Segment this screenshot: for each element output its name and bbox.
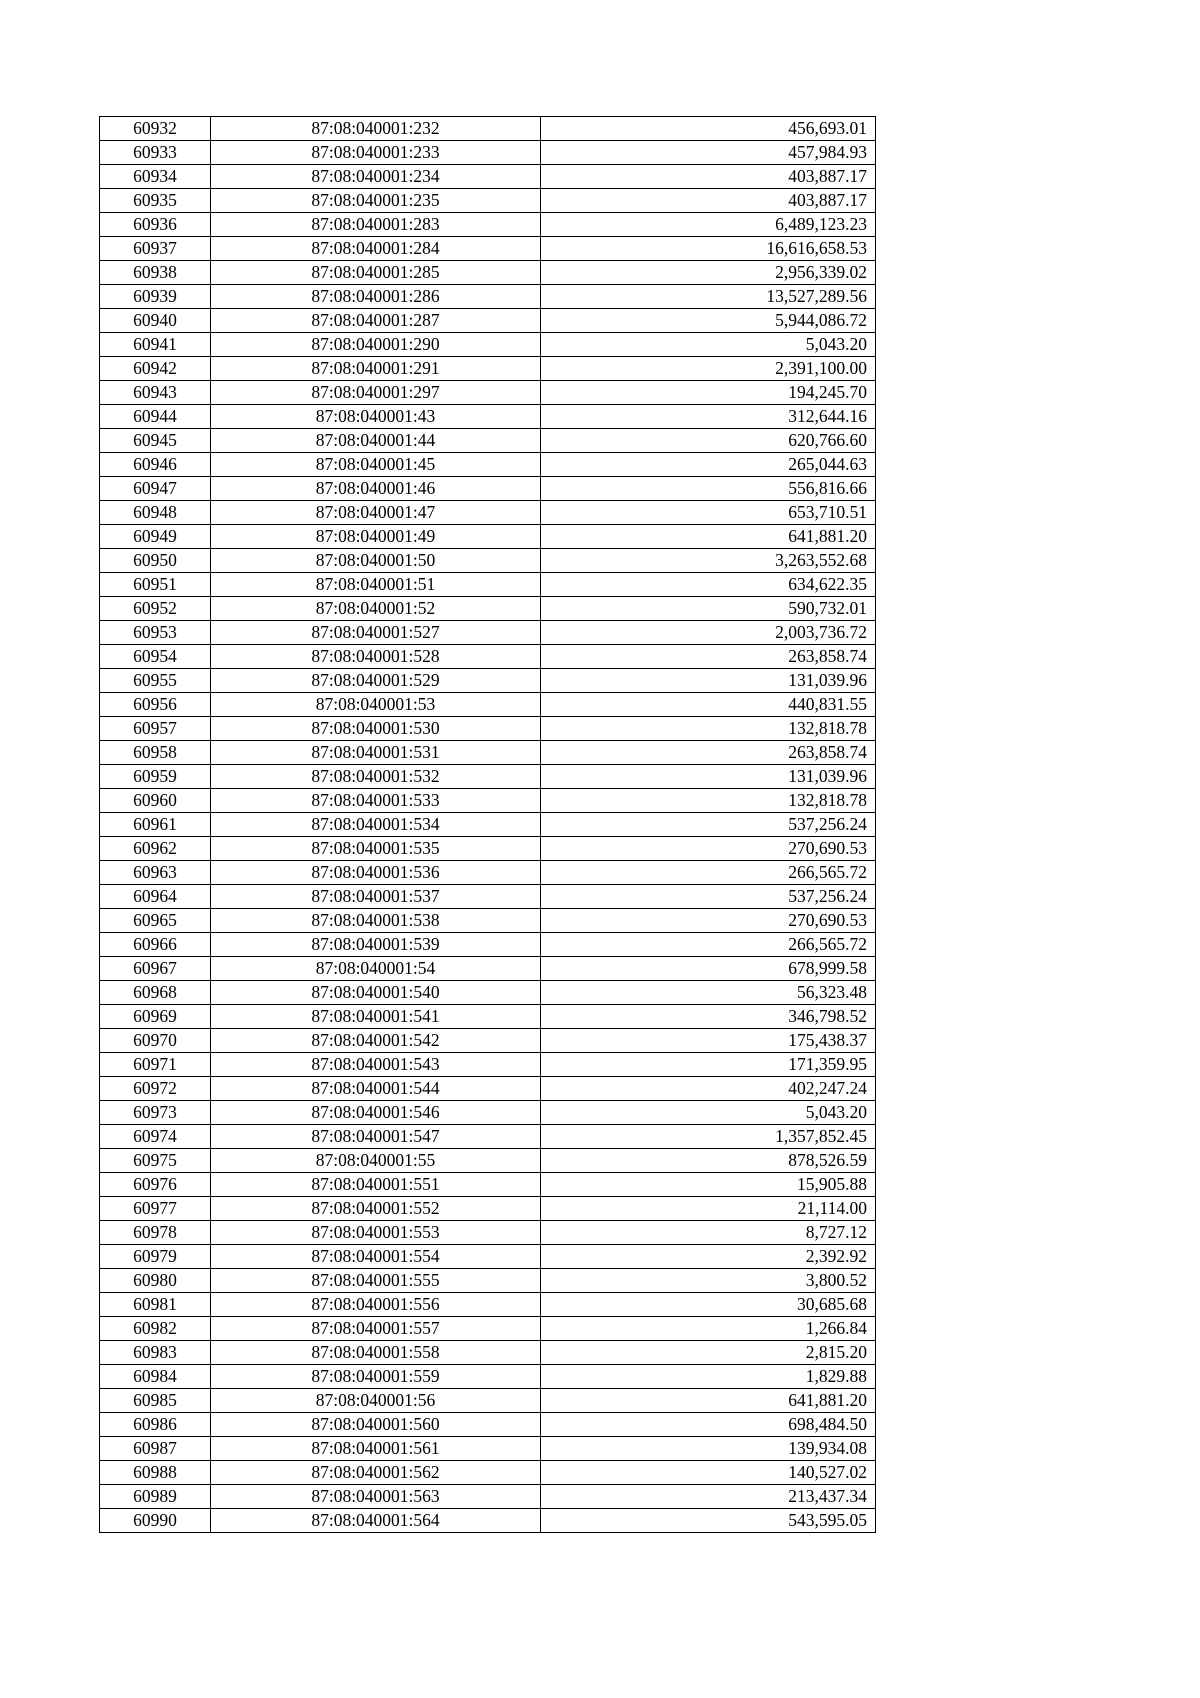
row-number-cell: 60973 [100, 1101, 211, 1125]
cadastral-number-cell: 87:08:040001:285 [211, 261, 541, 285]
table-row [100, 309, 876, 333]
table-row [100, 1245, 876, 1269]
row-number-cell: 60969 [100, 1005, 211, 1029]
cadastral-number-cell: 87:08:040001:554 [211, 1245, 541, 1269]
table-row [100, 165, 876, 189]
row-number-cell: 60979 [100, 1245, 211, 1269]
cadastral-value-cell: 543,595.05 [541, 1509, 876, 1533]
cadastral-value-cell: 213,437.34 [541, 1485, 876, 1509]
cadastral-value-cell: 678,999.58 [541, 957, 876, 981]
cadastral-value-cell: 5,944,086.72 [541, 309, 876, 333]
table-row [100, 717, 876, 741]
row-number-cell: 60957 [100, 717, 211, 741]
cadastral-number-cell: 87:08:040001:556 [211, 1293, 541, 1317]
row-number-cell: 60990 [100, 1509, 211, 1533]
cadastral-number-cell: 87:08:040001:537 [211, 885, 541, 909]
row-number-cell: 60932 [100, 117, 211, 141]
row-number-cell: 60961 [100, 813, 211, 837]
cadastral-number-cell: 87:08:040001:555 [211, 1269, 541, 1293]
cadastral-number-cell: 87:08:040001:531 [211, 741, 541, 765]
cadastral-number-cell: 87:08:040001:546 [211, 1101, 541, 1125]
cadastral-number-cell: 87:08:040001:290 [211, 333, 541, 357]
cadastral-number-cell: 87:08:040001:44 [211, 429, 541, 453]
cadastral-value-cell: 5,043.20 [541, 1101, 876, 1125]
row-number-cell: 60949 [100, 525, 211, 549]
table-row [100, 453, 876, 477]
table-row [100, 693, 876, 717]
table-row [100, 501, 876, 525]
cadastral-value-cell: 139,934.08 [541, 1437, 876, 1461]
table-row [100, 1053, 876, 1077]
row-number-cell: 60958 [100, 741, 211, 765]
row-number-cell: 60940 [100, 309, 211, 333]
cadastral-value-cell: 346,798.52 [541, 1005, 876, 1029]
row-number-cell: 60960 [100, 789, 211, 813]
cadastral-number-cell: 87:08:040001:560 [211, 1413, 541, 1437]
cadastral-number-cell: 87:08:040001:54 [211, 957, 541, 981]
cadastral-value-cell: 2,003,736.72 [541, 621, 876, 645]
row-number-cell: 60971 [100, 1053, 211, 1077]
row-number-cell: 60976 [100, 1173, 211, 1197]
row-number-cell: 60954 [100, 645, 211, 669]
cadastral-value-cell: 56,323.48 [541, 981, 876, 1005]
row-number-cell: 60965 [100, 909, 211, 933]
cadastral-number-cell: 87:08:040001:562 [211, 1461, 541, 1485]
table-row [100, 981, 876, 1005]
cadastral-value-cell: 265,044.63 [541, 453, 876, 477]
cadastral-number-cell: 87:08:040001:232 [211, 117, 541, 141]
cadastral-number-cell: 87:08:040001:287 [211, 309, 541, 333]
cadastral-value-cell: 537,256.24 [541, 813, 876, 837]
cadastral-value-cell: 878,526.59 [541, 1149, 876, 1173]
row-number-cell: 60951 [100, 573, 211, 597]
table-row [100, 645, 876, 669]
cadastral-value-cell: 3,800.52 [541, 1269, 876, 1293]
row-number-cell: 60972 [100, 1077, 211, 1101]
row-number-cell: 60937 [100, 237, 211, 261]
cadastral-number-cell: 87:08:040001:535 [211, 837, 541, 861]
table-row [100, 789, 876, 813]
cadastral-number-cell: 87:08:040001:291 [211, 357, 541, 381]
cadastral-number-cell: 87:08:040001:534 [211, 813, 541, 837]
table-row [100, 1293, 876, 1317]
table-row [100, 669, 876, 693]
row-number-cell: 60986 [100, 1413, 211, 1437]
cadastral-value-cell: 131,039.96 [541, 669, 876, 693]
table-row [100, 261, 876, 285]
cadastral-value-cell: 132,818.78 [541, 717, 876, 741]
cadastral-value-cell: 1,357,852.45 [541, 1125, 876, 1149]
cadastral-number-cell: 87:08:040001:50 [211, 549, 541, 573]
cadastral-value-cell: 641,881.20 [541, 525, 876, 549]
row-number-cell: 60989 [100, 1485, 211, 1509]
table-row [100, 813, 876, 837]
cadastral-value-cell: 270,690.53 [541, 837, 876, 861]
cadastral-value-cell: 698,484.50 [541, 1413, 876, 1437]
cadastral-number-cell: 87:08:040001:47 [211, 501, 541, 525]
cadastral-number-cell: 87:08:040001:56 [211, 1389, 541, 1413]
row-number-cell: 60936 [100, 213, 211, 237]
cadastral-value-cell: 30,685.68 [541, 1293, 876, 1317]
row-number-cell: 60950 [100, 549, 211, 573]
table-row [100, 1101, 876, 1125]
cadastral-number-cell: 87:08:040001:533 [211, 789, 541, 813]
cadastral-number-cell: 87:08:040001:547 [211, 1125, 541, 1149]
row-number-cell: 60974 [100, 1125, 211, 1149]
row-number-cell: 60943 [100, 381, 211, 405]
cadastral-value-cell: 1,266.84 [541, 1317, 876, 1341]
cadastral-number-cell: 87:08:040001:527 [211, 621, 541, 645]
cadastral-value-cell: 263,858.74 [541, 645, 876, 669]
cadastral-value-cell: 312,644.16 [541, 405, 876, 429]
row-number-cell: 60941 [100, 333, 211, 357]
cadastral-value-cell: 1,829.88 [541, 1365, 876, 1389]
cadastral-value-cell: 403,887.17 [541, 165, 876, 189]
cadastral-number-cell: 87:08:040001:551 [211, 1173, 541, 1197]
table-row [100, 237, 876, 261]
cadastral-value-cell: 5,043.20 [541, 333, 876, 357]
table-row [100, 1485, 876, 1509]
cadastral-number-cell: 87:08:040001:563 [211, 1485, 541, 1509]
table-row [100, 933, 876, 957]
table-row [100, 141, 876, 165]
cadastral-value-cell: 266,565.72 [541, 861, 876, 885]
row-number-cell: 60975 [100, 1149, 211, 1173]
cadastral-number-cell: 87:08:040001:530 [211, 717, 541, 741]
cadastral-value-cell: 590,732.01 [541, 597, 876, 621]
row-number-cell: 60947 [100, 477, 211, 501]
cadastral-value-cell: 2,956,339.02 [541, 261, 876, 285]
cadastral-number-cell: 87:08:040001:553 [211, 1221, 541, 1245]
table-row [100, 357, 876, 381]
table-row [100, 1437, 876, 1461]
cadastral-number-cell: 87:08:040001:51 [211, 573, 541, 597]
row-number-cell: 60966 [100, 933, 211, 957]
cadastral-value-cell: 13,527,289.56 [541, 285, 876, 309]
cadastral-value-cell: 132,818.78 [541, 789, 876, 813]
row-number-cell: 60968 [100, 981, 211, 1005]
cadastral-value-cell: 537,256.24 [541, 885, 876, 909]
table-row [100, 1005, 876, 1029]
cadastral-number-cell: 87:08:040001:542 [211, 1029, 541, 1053]
table-row [100, 1341, 876, 1365]
table-row [100, 1365, 876, 1389]
cadastral-number-cell: 87:08:040001:564 [211, 1509, 541, 1533]
cadastral-value-cell: 641,881.20 [541, 1389, 876, 1413]
row-number-cell: 60939 [100, 285, 211, 309]
table-row [100, 549, 876, 573]
cadastral-value-cell: 21,114.00 [541, 1197, 876, 1221]
table-row [100, 333, 876, 357]
cadastral-value-cell: 175,438.37 [541, 1029, 876, 1053]
cadastral-value-cell: 653,710.51 [541, 501, 876, 525]
table-row [100, 621, 876, 645]
cadastral-value-cell: 6,489,123.23 [541, 213, 876, 237]
cadastral-value-cell: 456,693.01 [541, 117, 876, 141]
row-number-cell: 60934 [100, 165, 211, 189]
cadastral-number-cell: 87:08:040001:233 [211, 141, 541, 165]
table-row [100, 1125, 876, 1149]
table-row [100, 1509, 876, 1533]
table-row [100, 429, 876, 453]
table-row [100, 1173, 876, 1197]
row-number-cell: 60935 [100, 189, 211, 213]
cadastral-value-cell: 140,527.02 [541, 1461, 876, 1485]
table-row [100, 741, 876, 765]
row-number-cell: 60963 [100, 861, 211, 885]
row-number-cell: 60946 [100, 453, 211, 477]
row-number-cell: 60983 [100, 1341, 211, 1365]
cadastral-number-cell: 87:08:040001:55 [211, 1149, 541, 1173]
table-row [100, 1317, 876, 1341]
cadastral-value-cell: 194,245.70 [541, 381, 876, 405]
table-row [100, 1221, 876, 1245]
row-number-cell: 60987 [100, 1437, 211, 1461]
cadastral-number-cell: 87:08:040001:532 [211, 765, 541, 789]
cadastral-value-cell: 634,622.35 [541, 573, 876, 597]
cadastral-number-cell: 87:08:040001:46 [211, 477, 541, 501]
table-row [100, 957, 876, 981]
cadastral-number-cell: 87:08:040001:45 [211, 453, 541, 477]
table-row [100, 909, 876, 933]
table-row [100, 405, 876, 429]
table-row [100, 477, 876, 501]
cadastral-value-cell: 403,887.17 [541, 189, 876, 213]
table-row [100, 525, 876, 549]
table-row [100, 117, 876, 141]
cadastral-number-cell: 87:08:040001:558 [211, 1341, 541, 1365]
row-number-cell: 60959 [100, 765, 211, 789]
row-number-cell: 60956 [100, 693, 211, 717]
table-row [100, 1413, 876, 1437]
cadastral-number-cell: 87:08:040001:234 [211, 165, 541, 189]
cadastral-number-cell: 87:08:040001:559 [211, 1365, 541, 1389]
row-number-cell: 60942 [100, 357, 211, 381]
row-number-cell: 60984 [100, 1365, 211, 1389]
cadastral-number-cell: 87:08:040001:297 [211, 381, 541, 405]
table-row [100, 1269, 876, 1293]
table-row [100, 1149, 876, 1173]
cadastral-number-cell: 87:08:040001:286 [211, 285, 541, 309]
cadastral-value-cell: 263,858.74 [541, 741, 876, 765]
cadastral-value-cell: 440,831.55 [541, 693, 876, 717]
cadastral-number-cell: 87:08:040001:284 [211, 237, 541, 261]
table-row [100, 1197, 876, 1221]
cadastral-value-cell: 402,247.24 [541, 1077, 876, 1101]
cadastral-number-cell: 87:08:040001:529 [211, 669, 541, 693]
table-row [100, 885, 876, 909]
cadastral-number-cell: 87:08:040001:557 [211, 1317, 541, 1341]
row-number-cell: 60938 [100, 261, 211, 285]
row-number-cell: 60981 [100, 1293, 211, 1317]
cadastral-value-cell: 2,391,100.00 [541, 357, 876, 381]
table-row [100, 837, 876, 861]
row-number-cell: 60953 [100, 621, 211, 645]
cadastral-value-cell: 2,392.92 [541, 1245, 876, 1269]
cadastral-number-cell: 87:08:040001:561 [211, 1437, 541, 1461]
cadastral-value-cell: 171,359.95 [541, 1053, 876, 1077]
cadastral-number-cell: 87:08:040001:52 [211, 597, 541, 621]
table-row [100, 1389, 876, 1413]
cadastral-number-cell: 87:08:040001:536 [211, 861, 541, 885]
cadastral-value-cell: 16,616,658.53 [541, 237, 876, 261]
row-number-cell: 60980 [100, 1269, 211, 1293]
table-row [100, 1077, 876, 1101]
row-number-cell: 60978 [100, 1221, 211, 1245]
table-row [100, 285, 876, 309]
cadastral-value-cell: 457,984.93 [541, 141, 876, 165]
table-row [100, 765, 876, 789]
table-row [100, 573, 876, 597]
cadastral-number-cell: 87:08:040001:544 [211, 1077, 541, 1101]
row-number-cell: 60962 [100, 837, 211, 861]
row-number-cell: 60982 [100, 1317, 211, 1341]
cadastral-value-cell: 131,039.96 [541, 765, 876, 789]
cadastral-value-cell: 8,727.12 [541, 1221, 876, 1245]
cadastral-value-cell: 266,565.72 [541, 933, 876, 957]
row-number-cell: 60977 [100, 1197, 211, 1221]
cadastral-number-cell: 87:08:040001:528 [211, 645, 541, 669]
cadastral-value-cell: 620,766.60 [541, 429, 876, 453]
table-row [100, 1029, 876, 1053]
cadastral-number-cell: 87:08:040001:541 [211, 1005, 541, 1029]
cadastral-value-cell: 270,690.53 [541, 909, 876, 933]
row-number-cell: 60945 [100, 429, 211, 453]
row-number-cell: 60988 [100, 1461, 211, 1485]
cadastral-number-cell: 87:08:040001:53 [211, 693, 541, 717]
cadastral-value-cell: 3,263,552.68 [541, 549, 876, 573]
row-number-cell: 60955 [100, 669, 211, 693]
row-number-cell: 60952 [100, 597, 211, 621]
cadastral-value-cell: 556,816.66 [541, 477, 876, 501]
row-number-cell: 60970 [100, 1029, 211, 1053]
cadastral-number-cell: 87:08:040001:43 [211, 405, 541, 429]
row-number-cell: 60948 [100, 501, 211, 525]
cadastral-number-cell: 87:08:040001:49 [211, 525, 541, 549]
table-body [100, 117, 876, 1533]
cadastral-value-table [99, 116, 876, 1533]
row-number-cell: 60944 [100, 405, 211, 429]
table-row [100, 381, 876, 405]
table-row [100, 189, 876, 213]
row-number-cell: 60985 [100, 1389, 211, 1413]
cadastral-number-cell: 87:08:040001:552 [211, 1197, 541, 1221]
row-number-cell: 60964 [100, 885, 211, 909]
cadastral-number-cell: 87:08:040001:538 [211, 909, 541, 933]
cadastral-number-cell: 87:08:040001:539 [211, 933, 541, 957]
cadastral-value-cell: 15,905.88 [541, 1173, 876, 1197]
table-row [100, 861, 876, 885]
table-row [100, 1461, 876, 1485]
cadastral-number-cell: 87:08:040001:235 [211, 189, 541, 213]
table-row [100, 597, 876, 621]
cadastral-number-cell: 87:08:040001:543 [211, 1053, 541, 1077]
table-row [100, 213, 876, 237]
cadastral-number-cell: 87:08:040001:283 [211, 213, 541, 237]
cadastral-number-cell: 87:08:040001:540 [211, 981, 541, 1005]
row-number-cell: 60933 [100, 141, 211, 165]
cadastral-value-cell: 2,815.20 [541, 1341, 876, 1365]
row-number-cell: 60967 [100, 957, 211, 981]
